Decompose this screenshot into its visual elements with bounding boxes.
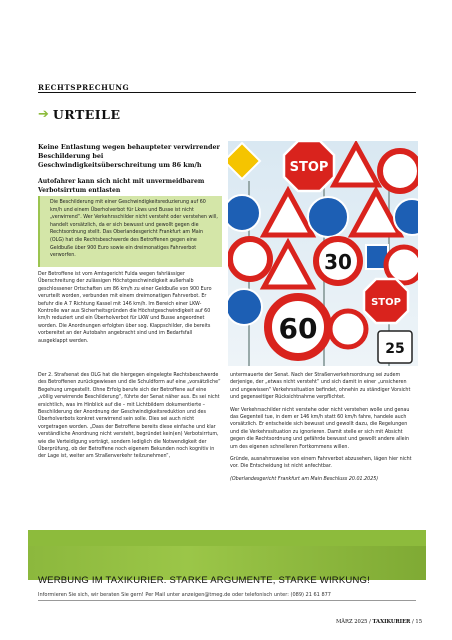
page-footer [336, 619, 423, 625]
body-column-left-bottom [38, 372, 222, 466]
page-number: / 15 [410, 619, 423, 625]
speed-limit-label: 60 [278, 312, 318, 345]
body-paragraph: Der 2. Strafsenat des OLG hat die hiergegen eingelegte Rechtsbeschwerde des Betroffenen zurückgewiesen und die Schuldform auf eine „vorsätzliche“ Begehung umgestellt. Ohne Erfolg berufe sich der Betroffene auf eine „völlig verwirrende Beschilderung“, führte der Senat näher aus. Es sei nicht ersichtlich, was im Hinblick auf die – mit Lichtbildern dokumentierte – Beschilderung der Anordnung der Geschwindigkeitsreduktion und des Überholverbots konkret verwirrend sein solle. Dies sei auch nicht vorgetragen worden. „Dass der Betroffene bereits diese einfache und klar verständliche Anordnung nicht versteht, begründet kein(en) Verbotsirrtum, wie die Verteidigung vorträgt, sondern lediglich die Notwendigkeit der Überprüfung, ob der Betroffene noch eigenem Bekunden noch kognitiv in der Lage ist, weiter am Straßenverkehr teilzunehmen“, [38, 373, 221, 460]
traffic-signs-photo [228, 141, 418, 366]
issue-date: MÄRZ 2025 [336, 619, 368, 625]
subheadline: Autofahrer kann sich nicht mit unvermeidbarem Verbotsirrtum entlasten [38, 178, 205, 194]
prohibition-sign [380, 151, 418, 191]
speed-limit-label: 30 [324, 250, 352, 274]
body-paragraph: Wer Verkehrsschilder nicht verstehe oder nicht verstehen wolle und genau das Gegenteil tue, in dem er 146 km/h statt 60 km/h fahre, handele auch vorsätzlich. Er entscheide sich bewusst und gewollt dazu, die Regelungen und die Verkehrssituation zu ignorieren. Damit stelle er sich mit Absicht gegen die Rechtsordnung und gefährde bewusst und gewollt andere allein um des eigenen schnelleren Fortkommens willen. [230, 407, 410, 450]
priority-road-sign [228, 143, 260, 179]
headline: URTEILE [52, 107, 121, 122]
mandatory-sign [228, 289, 262, 325]
summary-box: Die Beschilderung mit einer Geschwindigkeitsreduzierung auf 60 km/h und einem Überholverbot für Lkws und Busse ist nicht „verwirrend“. Wer Verkehrsschilder nicht versteht oder verstehen will, handelt vorsätzlich, da er sich bewusst und gewollt gegen die Rechtsordnung stellt. Das Oberlandesgericht Frankfurt am Main (OLG) hat die Rechtsbeschwerde des Betroffenen gegen eine Geldbuße über 900 Euro sowie ein dreimonatiges Fahrverbot verworfen. [38, 196, 222, 267]
stop-sign-label: STOP [289, 160, 329, 175]
prohibition-sign [230, 239, 270, 279]
body-paragraph: Gründe, ausnahmsweise von einem Fahrverbot abzusehen, lägen hier nicht vor. Die Entscheidung ist nicht anfechtbar. [230, 457, 412, 470]
bicycle-path-sign [308, 197, 348, 237]
court-source: (Oberlandesgericht Frankfurt am Main Beschluss 20.01.2025) [230, 476, 379, 482]
prohibition-sign [386, 247, 418, 283]
body-column-right [230, 372, 416, 488]
stop-sign-label: STOP [371, 297, 401, 308]
speed-sign-label: 25 [385, 341, 405, 357]
mandatory-sign [228, 195, 260, 231]
magazine-name: TAXIKURIER [372, 619, 411, 625]
warning-sign [334, 145, 378, 185]
headline-row [38, 107, 120, 122]
body-paragraph: Der Betroffene ist vom Amtsgericht Fulda wegen fahrlässiger Überschreitung der zulässigen Höchstgeschwindigkeit außerhalb geschlossener Ortschaften um 86 km/h zu einer Geldbuße von 900 Euro verurteilt worden, verbunden mit einem dreimonatigen Fahrverbot. Er befuhr die A 7 Richtung Kassel mit 146 km/h. Im Bereich einer LKW-Kontrolle war aus Sicherheitsgründen die Höchstgeschwindigkeit auf 60 km/h reduziert und ein Überholverbot für LKW und Busse angeordnet worden. Die Anordnungen erfolgten über sog. Klappschilder, die bereits vorbereitet an der Autobahn angebracht sind und im Bedarfsfall ausgeklappt werden. [38, 272, 212, 344]
body-paragraph: untermauerte der Senat. Nach der Straßenverkehrsordnung sei zudem derjenige, der „etwas nicht versteht“ und sich damit in einer „unsicheren und ungewissen“ Verkehrssituation befindet, ohnehin zu ständiger Vorsicht und gegenseitiger Rücksichtnahme verpflichtet. [230, 373, 411, 401]
prohibition-sign [330, 311, 366, 347]
ad-divider [38, 600, 416, 601]
section-rule [38, 92, 416, 93]
ad-contact-text: Informieren Sie sich, wir beraten Sie gern! Per Mail unter anzeigen@tmeg.de oder telefonisch unter: (089) 21 61 877 [38, 592, 331, 598]
warning-sign [352, 191, 400, 235]
traffic-signs-illustration [228, 141, 418, 366]
ad-headline: WERBUNG IM TAXIKURIER. STARKE ARGUMENTE, STARKE WIRKUNG! [38, 575, 370, 586]
warning-sign [264, 191, 312, 235]
body-column-left-top [38, 271, 222, 350]
arrow-right-icon: ➔ [38, 107, 49, 122]
lead-text: Keine Entlastung wegen behaupteter verwirrender Beschilderung bei Geschwindigkeitsüberschreitung um 86 km/h [38, 143, 220, 169]
section-label: RECHTSPRECHUNG [38, 83, 130, 92]
footer-separator: / [367, 619, 373, 625]
